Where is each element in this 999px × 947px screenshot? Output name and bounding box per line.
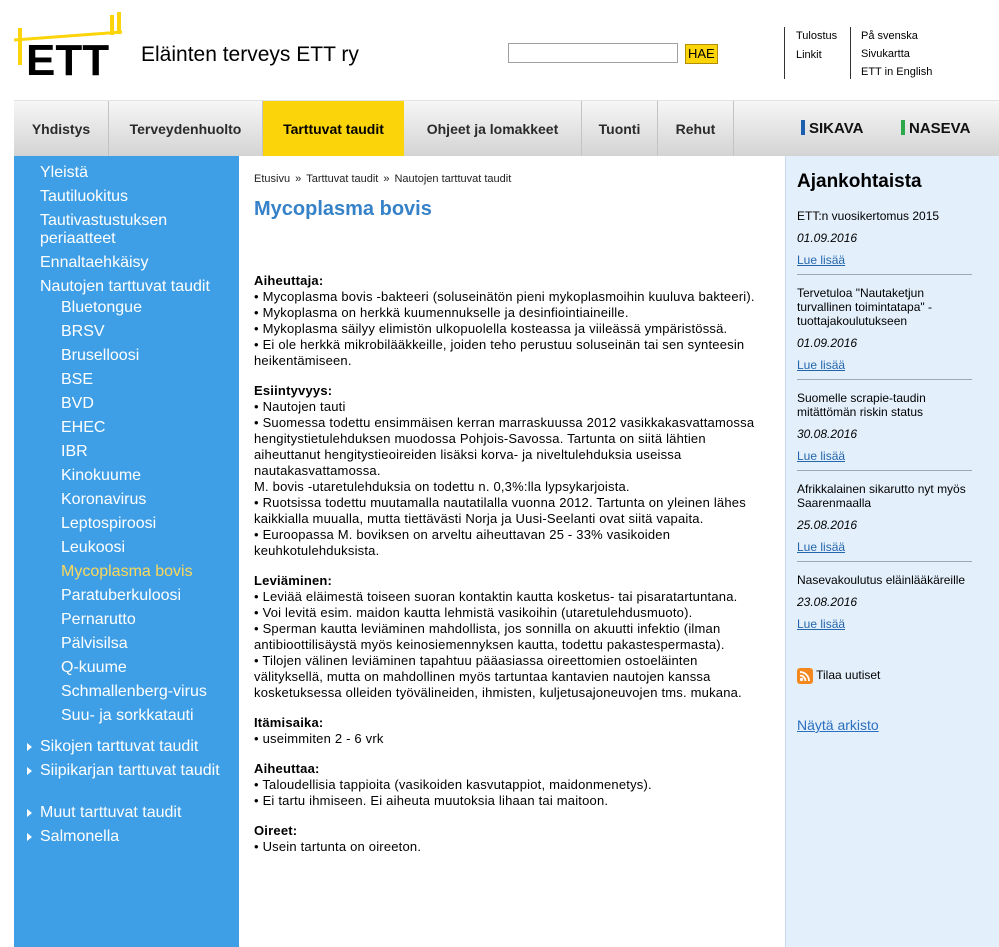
archive-link[interactable]: Näytä arkisto — [797, 717, 879, 733]
read-more-link[interactable]: Lue lisää — [797, 358, 846, 372]
section-itamisaika — [254, 715, 759, 747]
list-item: • Tilojen välinen leviäminen tapahtuu pääasiassa oireettomien ostoeläinten välityksellä, mutta on mahdollinen myös tartuntaa kantavien nautojen kanssa kosketuksessa olleiden työvälineiden, ihmisten, kuljetusajoneuvojen tms. mukana. — [254, 653, 742, 700]
list-item: • Voi levitä esim. maidon kautta lehmistä vasikoihin (utaretulehdusmuoto). — [254, 605, 693, 620]
breadcrumb-separator: » — [383, 173, 390, 185]
divider — [797, 274, 972, 275]
read-more-link[interactable]: Lue lisää — [797, 617, 846, 631]
tab-terveydenhuolto[interactable]: Terveydenhuolto — [109, 101, 263, 157]
ett-logo[interactable] — [14, 10, 122, 80]
news-title[interactable]: Nasevakoulutus eläinlääkäreille — [797, 573, 966, 587]
sidebar-item-tautivastustuksen-periaatteet[interactable]: Tautivastustuksen periaatteet — [40, 212, 168, 247]
list-item: • Euroopassa M. boviksen on arveltu aiheuttavan 25 - 33% vasikoiden keuhkotulehduksista. — [254, 527, 671, 558]
sitemap-link[interactable]: Sivukartta — [861, 48, 910, 60]
breadcrumb-tarttuvat-taudit[interactable]: Tarttuvat taudit — [306, 173, 379, 185]
section-heading: Aiheuttaja: — [254, 273, 324, 288]
section-leviaminen — [254, 573, 759, 701]
news-title[interactable]: Tervetuloa "Nautaketjun turvallinen toimintatapa" -tuottajakoulutukseen — [797, 286, 932, 328]
breadcrumb — [254, 173, 511, 185]
search-input[interactable] — [508, 43, 678, 63]
rss-label: Tilaa uutiset — [816, 668, 881, 683]
arrow-right-icon — [27, 767, 32, 775]
sidebar-subitem-mycoplasma-bovis[interactable]: Mycoplasma bovis — [61, 563, 193, 580]
news-item — [797, 391, 972, 463]
sidebar-item-sikojen-tarttuvat-taudit[interactable]: Sikojen tarttuvat taudit — [40, 738, 199, 755]
section-aiheuttaja — [254, 273, 759, 369]
rss-icon — [797, 668, 813, 684]
list-item: • Mykoplasma säilyy elimistön ulkopuolella kosteassa ja viileässä ympäristössä. — [254, 321, 728, 336]
naseva-label: NASEVA — [909, 120, 971, 137]
rss-subscribe-link[interactable] — [797, 668, 880, 684]
arrow-right-icon — [27, 833, 32, 841]
news-item — [797, 482, 972, 554]
sikava-link[interactable] — [801, 101, 863, 157]
news-date: 25.08.2016 — [797, 518, 858, 532]
list-item: • Leviää eläimestä toiseen suoran kontaktin kautta kosketus- tai pisaratartuntana. — [254, 589, 738, 604]
read-more-link[interactable]: Lue lisää — [797, 449, 846, 463]
sidebar-subitem-bruselloosi[interactable]: Bruselloosi — [61, 347, 140, 364]
sidebar-subitem-pernarutto[interactable]: Pernarutto — [61, 611, 136, 628]
breadcrumb-etusivu[interactable]: Etusivu — [254, 173, 291, 185]
tab-tuonti[interactable]: Tuonti — [582, 101, 658, 157]
site-title[interactable]: Eläinten terveys ETT ry — [141, 43, 359, 66]
list-item: M. bovis -utaretulehduksia on todettu n. 0,3%:lla lypsykarjoista. — [254, 479, 630, 494]
sidebar — [14, 156, 239, 947]
sidebar-item-nautojen-tarttuvat-taudit[interactable]: Nautojen tarttuvat taudit — [40, 278, 210, 295]
news-title[interactable]: Suomelle scrapie-taudin mitättömän riskin status — [797, 391, 926, 419]
sikava-label: SIKAVA — [809, 120, 864, 137]
sidebar-item-salmonella[interactable]: Salmonella — [40, 828, 120, 845]
sidebar-subitem-bse[interactable]: BSE — [61, 371, 94, 388]
sidebar-subitem-palvisilsa[interactable]: Pälvisilsa — [61, 635, 128, 652]
list-item: • Suomessa todettu ensimmäisen kerran marraskuussa 2012 vasikkakasvattamossa hengitystietulehduksen muodossa Pohjois-Savossa. Tartunta on siitä lähtien aiheuttanut hengitystieoireiden lisäksi korva- ja niveltulehduksia useissa nautakasvattamossa. — [254, 415, 755, 478]
read-more-link[interactable]: Lue lisää — [797, 253, 846, 267]
news-heading: Ajankohtaista — [797, 171, 922, 192]
header — [0, 0, 999, 100]
top-links-right — [850, 27, 932, 79]
divider — [797, 561, 972, 562]
tab-rehut[interactable]: Rehut — [658, 101, 734, 157]
news-item — [797, 286, 972, 372]
section-esiintyvyys — [254, 383, 759, 559]
breadcrumb-nautojen-tarttuvat-taudit[interactable]: Nautojen tarttuvat taudit — [394, 173, 512, 185]
tab-yhdistys[interactable]: Yhdistys — [14, 101, 109, 157]
article-body — [254, 273, 759, 869]
arrow-right-icon — [27, 743, 32, 751]
sidebar-subitem-bluetongue[interactable]: Bluetongue — [61, 299, 142, 316]
news-sidebar — [785, 156, 999, 947]
read-more-link[interactable]: Lue lisää — [797, 540, 846, 554]
news-date: 01.09.2016 — [797, 336, 858, 350]
list-item: • Mykoplasma on herkkä kuumennukselle ja desinfiointiaineille. — [254, 305, 629, 320]
section-heading: Itämisaika: — [254, 715, 324, 730]
list-item: • Ruotsissa todettu muutamalla nautatilalla vuonna 2012. Tartunta on yleinen lähes kaikkialla muualla, mutta tiettävästi Norja ja Uusi-Seelanti ovat siitä vapaita. — [254, 495, 746, 526]
print-link[interactable]: Tulostus — [796, 30, 838, 42]
sidebar-subitem-leukoosi[interactable]: Leukoosi — [61, 539, 126, 556]
sidebar-subitem-paratuberkuloosi[interactable]: Paratuberkuloosi — [61, 587, 182, 604]
list-item: • Ei tartu ihmiseen. Ei aiheuta muutoksia lihaan tai maitoon. — [254, 793, 609, 808]
news-title[interactable]: ETT:n vuosikertomus 2015 — [797, 209, 940, 223]
news-title[interactable]: Afrikkalainen sikarutto nyt myös Saarenmaalla — [797, 482, 966, 510]
news-date: 30.08.2016 — [797, 427, 858, 441]
news-item — [797, 573, 972, 631]
section-oireet — [254, 823, 759, 855]
section-heading: Oireet: — [254, 823, 298, 838]
section-heading: Aiheuttaa: — [254, 761, 320, 776]
search-button[interactable]: HAE — [685, 44, 718, 64]
news-date: 23.08.2016 — [797, 595, 858, 609]
list-item: • Nautojen tauti — [254, 399, 346, 414]
main-content — [239, 156, 785, 947]
top-links-left — [784, 27, 837, 79]
english-link[interactable]: ETT in English — [861, 66, 933, 78]
sidebar-subitem-koronavirus[interactable]: Koronavirus — [61, 491, 147, 508]
sidebar-subitem-q-kuume[interactable]: Q-kuume — [61, 659, 127, 676]
sidebar-subitem-kinokuume[interactable]: Kinokuume — [61, 467, 142, 484]
list-item: • Mycoplasma bovis -bakteeri (soluseinätön pieni mykoplasmoihin kuuluva bakteeri). — [254, 289, 755, 304]
sidebar-item-ennaltaehkaisy[interactable]: Ennaltaehkäisy — [40, 254, 149, 271]
arrow-right-icon — [27, 809, 32, 817]
section-heading: Esiintyvyys: — [254, 383, 333, 398]
sidebar-item-muut-tarttuvat-taudit[interactable]: Muut tarttuvat taudit — [40, 804, 182, 821]
main-nav — [14, 100, 999, 157]
section-heading: Leviäminen: — [254, 573, 333, 588]
swedish-link[interactable]: På svenska — [861, 30, 918, 42]
tab-ohjeet-ja-lomakkeet[interactable]: Ohjeet ja lomakkeet — [404, 101, 582, 157]
sidebar-subitem-suu-ja-sorkkatauti[interactable]: Suu- ja sorkkatauti — [61, 707, 194, 724]
sidebar-subitem-leptospiroosi[interactable]: Leptospiroosi — [61, 515, 157, 532]
news-item — [797, 209, 972, 267]
tab-tarttuvat-taudit[interactable]: Tarttuvat taudit — [263, 101, 404, 157]
naseva-bar-icon — [901, 120, 905, 135]
logo-text: ETT — [26, 36, 110, 80]
list-item: • Usein tartunta on oireeton. — [254, 839, 422, 854]
naseva-link[interactable] — [901, 101, 970, 157]
sidebar-subitem-ibr[interactable]: IBR — [61, 443, 88, 460]
sidebar-subitem-bvd[interactable]: BVD — [61, 395, 94, 412]
list-item: • Sperman kautta leviäminen mahdollista, jos sonnilla on akuutti infektio (ilman antibioottilisäystä myös keinosiemennyksen kautta, todettu pakastespermasta). — [254, 621, 725, 652]
sidebar-subitem-ehec[interactable]: EHEC — [61, 419, 106, 436]
list-item: • Taloudellisia tappioita (vasikoiden kasvutappiot, maidonmenetys). — [254, 777, 652, 792]
sikava-bar-icon — [801, 120, 805, 135]
news-date: 01.09.2016 — [797, 231, 858, 245]
sidebar-item-yleista[interactable]: Yleistä — [40, 164, 89, 181]
sidebar-subitem-schmallenberg-virus[interactable]: Schmallenberg-virus — [61, 683, 207, 700]
divider — [797, 470, 972, 471]
list-item: • useimmiten 2 - 6 vrk — [254, 731, 384, 746]
page-title: Mycoplasma bovis — [254, 198, 432, 220]
sidebar-item-tautiluokitus[interactable]: Tautiluokitus — [40, 188, 129, 205]
sidebar-item-siipikarjan-tarttuvat-taudit[interactable]: Siipikarjan tarttuvat taudit — [40, 762, 220, 779]
breadcrumb-separator: » — [295, 173, 302, 185]
links-link[interactable]: Linkit — [796, 49, 822, 61]
divider — [797, 379, 972, 380]
sidebar-subitem-brsv[interactable]: BRSV — [61, 323, 105, 340]
section-aiheuttaa — [254, 761, 759, 809]
list-item: • Ei ole herkkä mikrobilääkkeille, joiden teho perustuu soluseinän tai sen synteesin heikentämiseen. — [254, 337, 745, 368]
